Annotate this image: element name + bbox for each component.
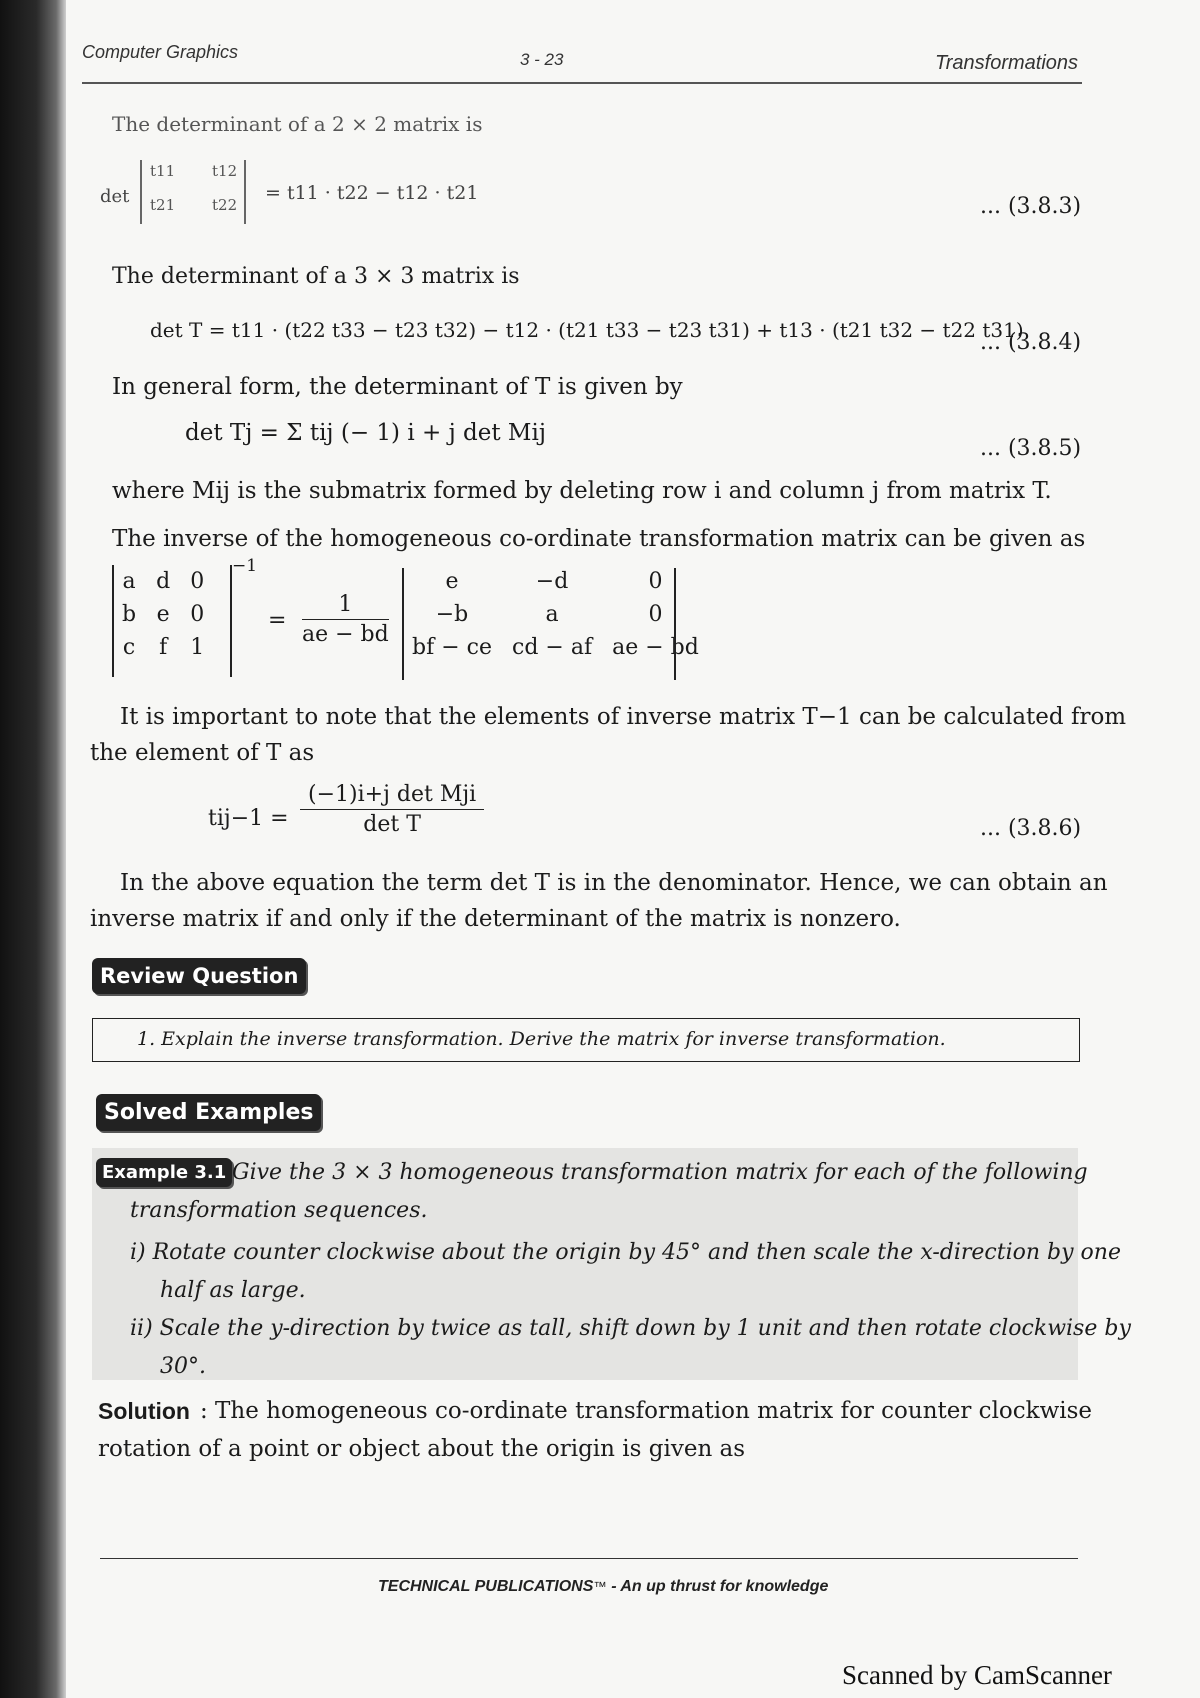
lhs-cell: 0 [190, 569, 205, 594]
example-badge: Example 3.1 [96, 1158, 232, 1187]
solution-label: Solution [98, 1398, 190, 1424]
lhs-brackets [112, 565, 232, 677]
det2-intro: The determinant of a 2 × 2 matrix is [112, 112, 483, 136]
fraction-denominator: ae − bd [302, 622, 389, 647]
det2-m11: t11 [150, 162, 176, 180]
lhs-cell: f [159, 635, 168, 660]
conclusion-line-1: In the above equation the term det T is in the denominator. Hence, we can obtain an [120, 870, 1108, 896]
general-equation: det Tj = Σ tij (− 1) i + j det Mij [185, 420, 546, 446]
scalar-fraction [302, 592, 389, 647]
equation-number-3-8-6: ... (3.8.6) [980, 816, 1082, 841]
footer-publisher [378, 1578, 828, 1596]
rhs-cell: a [545, 602, 559, 627]
lhs-cell: d [156, 569, 171, 594]
equation-number-3-8-5: ... (3.8.5) [980, 436, 1082, 461]
det2-label: det [100, 186, 130, 207]
general-intro: In general form, the determinant of T is given by [112, 374, 683, 400]
scanner-watermark: Scanned by CamScanner [842, 1660, 1112, 1690]
trademark-mark: ™ [593, 1579, 607, 1594]
review-question-badge: Review Question [92, 958, 306, 994]
header-rule [82, 82, 1082, 84]
rhs-cell: −b [435, 602, 469, 627]
review-question-1: 1. Explain the inverse transformation. Derive the matrix for inverse transformation. [137, 1028, 946, 1050]
solution-line-2: rotation of a point or object about the origin is given as [98, 1436, 746, 1462]
rhs-cell: 0 [648, 602, 663, 627]
det2-m12: t12 [212, 162, 238, 180]
det2-m21: t21 [150, 196, 176, 214]
lhs-cell: c [122, 635, 136, 660]
conclusion-line-2: inverse matrix if and only if the determinant of the matrix is nonzero. [90, 906, 901, 932]
fraction-numerator: 1 [302, 592, 389, 620]
where-line: where Mij is the submatrix formed by deleting row i and column j from matrix T. [112, 478, 1052, 504]
det2-m22: t22 [212, 196, 238, 214]
inverse-intro: The inverse of the homogeneous co-ordinate transformation matrix can be given as [112, 526, 1086, 552]
review-question-box [92, 1018, 1080, 1062]
equation-number-3-8-4: ... (3.8.4) [980, 330, 1082, 355]
lhs-cell: b [122, 602, 137, 627]
rhs-cell: bf − ce [412, 635, 492, 660]
note-line-1: It is important to note that the elements of inverse matrix T−1 can be calculated from [120, 704, 1127, 730]
example-line-1: Give the 3 × 3 homogeneous transformation matrix for each of the following [232, 1160, 1088, 1185]
rhs-cell: 0 [648, 569, 663, 594]
rhs-brackets [402, 568, 676, 680]
rhs-cell: cd − af [512, 635, 593, 660]
example-line-2: transformation sequences. [130, 1198, 428, 1223]
lhs-cell: a [122, 569, 136, 594]
note-line-2: the element of T as [90, 740, 315, 766]
lhs-cell: 0 [190, 602, 205, 627]
example-item-1-line-2: half as large. [160, 1278, 306, 1303]
running-header-book: Computer Graphics [82, 42, 239, 62]
solution-line-1: : The homogeneous co-ordinate transformation matrix for counter clockwise [200, 1398, 1093, 1424]
tij-denominator: det T [363, 812, 421, 837]
example-item-1-line-1: i) Rotate counter clockwise about the origin by 45° and then scale the x-direction by one [130, 1240, 1121, 1265]
book-spine-shadow [0, 0, 66, 1698]
publisher-tagline: - An up thrust for knowledge [611, 1578, 829, 1595]
page-number: 3 - 23 [520, 50, 564, 69]
lhs-exponent: −1 [232, 556, 258, 576]
tij-numerator: (−1)i+j det Mji [300, 782, 484, 810]
rhs-cell: ae − bd [612, 635, 699, 660]
det2-rhs: = t11 · t22 − t12 · t21 [265, 182, 479, 204]
tij-lhs: tij−1 = [208, 806, 289, 831]
det3-intro: The determinant of a 3 × 3 matrix is [112, 264, 520, 289]
example-item-2-line-2: 30°. [160, 1354, 206, 1379]
rhs-cell: e [445, 569, 459, 594]
rhs-cell: −d [535, 569, 569, 594]
example-item-2-line-1: ii) Scale the y-direction by twice as tall, shift down by 1 unit and then rotate clockwise by [130, 1316, 1131, 1341]
footer-rule [100, 1558, 1078, 1559]
equation-number-3-8-3: ... (3.8.3) [980, 194, 1082, 219]
publisher-name: TECHNICAL PUBLICATIONS [378, 1578, 594, 1595]
solved-examples-badge: Solved Examples [96, 1094, 321, 1131]
tij-fraction [300, 782, 484, 837]
equals-sign: = [268, 608, 287, 633]
det3-equation: det T = t11 · (t22 t33 − t23 t32) − t12 · (t21 t33 − t23 t31) + t13 · (t21 t32 − t22 t31) [150, 318, 1024, 342]
lhs-cell: e [156, 602, 170, 627]
lhs-cell: 1 [190, 635, 205, 660]
running-header-chapter: Transformations [935, 52, 1079, 74]
